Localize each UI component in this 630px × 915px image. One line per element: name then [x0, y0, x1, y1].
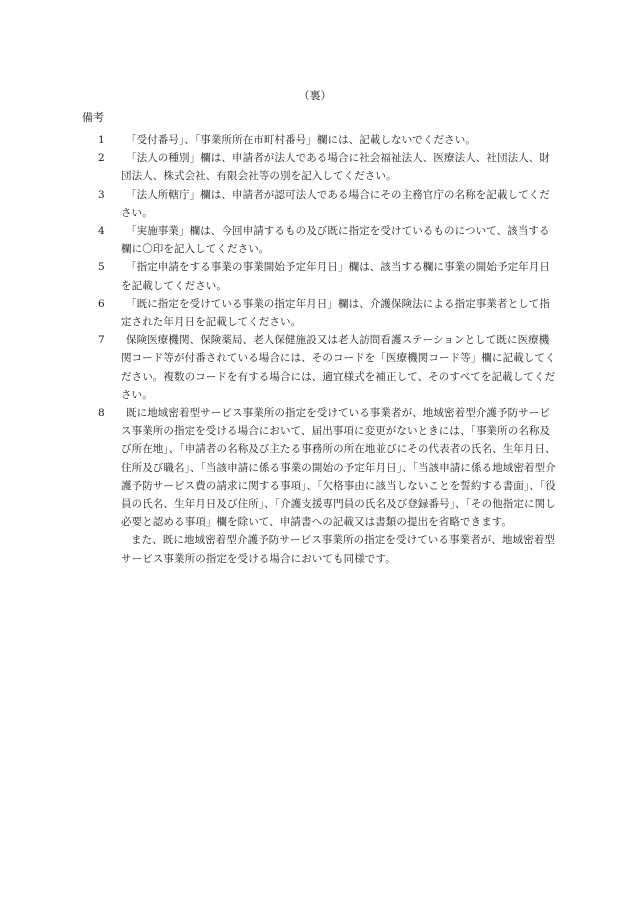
remark-item: [98, 258, 556, 294]
remark-text: 「法人の種別」欄は、申請者が法人である場合に社会福祉法人、医療法人、社団法人、財団法人、株式会社、有限会社等の別を記入してください。: [121, 152, 550, 183]
remarks-list: [98, 131, 556, 568]
remark-text: 「受付番号」、「事業所所在市町村番号」欄には、記載しないでください。: [126, 134, 476, 146]
remark-text: 「実施事業」欄は、今回申請するもの及び既に指定を受けているものについて、該当する欄に〇印を記入してください。: [121, 225, 550, 256]
remark-text-continuation: また、既に地域密着型介護予防サービス事業所の指定を受けている事業者が、地域密着型サービス事業所の指定を受ける場合においても同様です。: [121, 534, 555, 565]
page-side-heading: （裏）: [298, 89, 332, 102]
remark-item: [98, 331, 556, 404]
remark-number: 4: [98, 225, 105, 238]
remark-number: 8: [98, 407, 105, 420]
remark-text: 「指定申請をする事業の事業開始予定年月日」欄は、該当する欄に事業の開始予定年月日を記載してください。: [121, 261, 550, 292]
remark-text: 「既に指定を受けている事業の指定年月日」欄は、介護保険法による指定事業者として指定された年月日を記載してください。: [121, 297, 550, 329]
remark-item: [98, 295, 556, 331]
remark-item: [98, 149, 556, 185]
remark-text: 保険医療機関、保険薬局、老人保健施設又は老人訪問看護ステーションとして既に医療機関コード等が付番されている場合には、そのコードを「医療機関コード等」欄に記載してください。複数のコードを有する場合には、適宜様式を補正して、そのすべてを記載してください。: [121, 334, 556, 401]
remarks-label: 備考: [82, 111, 104, 124]
remark-number: 2: [98, 152, 105, 165]
remark-item: [98, 404, 556, 568]
remark-text: 「法人所轄庁」欄は、申請者が認可法人である場合にその主務官庁の名称を記載してください。: [121, 188, 550, 219]
remark-number: 5: [98, 261, 105, 274]
remark-item: [98, 222, 556, 258]
remark-number: 3: [98, 188, 105, 201]
remark-text: 既に地域密着型サービス事業所の指定を受けている事業者が、地域密着型介護予防サービス事業所の指定を受ける場合において、届出事項に変更がないときには、「事業所の名称及び所在地」、「申請者の名称及び主たる事務所の所在地並びにその代表者の氏名、生年月日、住所及び職名」、「当該申請に係る事業の開始の予定年月日」、「当該申請に係る地域密着型介護予防サービス費の請求に関する事項」、「欠格事由に該当しないことを誓約する書面」、「役員の氏名、生年月日及び住所」、「介護支援専門員の氏名及び登録番号」、「その他指定に関し必要と認める事項」欄を除いて、申請書への記載又は書類の提出を省略できます。: [121, 407, 556, 529]
remark-item: [98, 186, 556, 222]
remark-number: 7: [98, 334, 105, 347]
remark-item: [98, 131, 556, 149]
remark-number: 1: [98, 134, 105, 146]
remark-number: 6: [98, 297, 105, 310]
